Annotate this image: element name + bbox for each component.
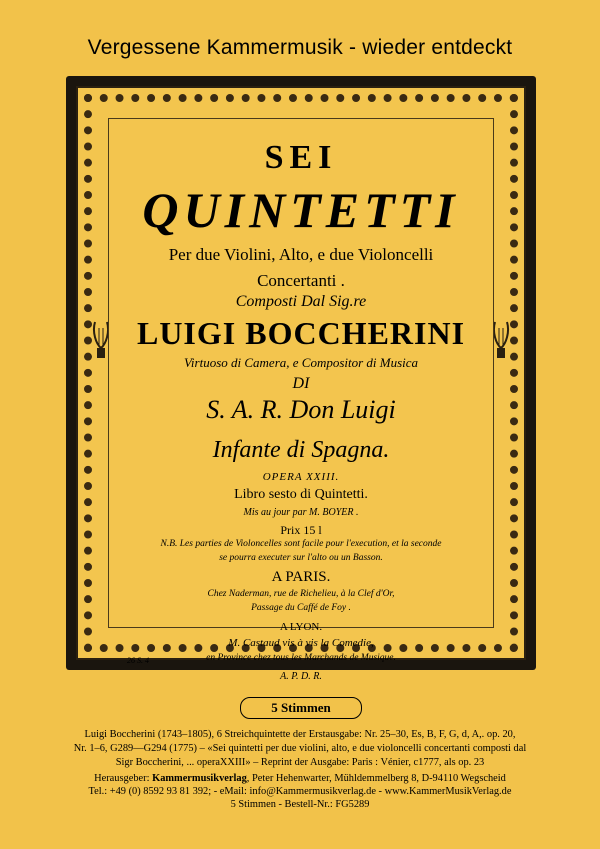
libro-line: Libro sesto di Quintetti. [234, 487, 368, 502]
patron-line: S. A. R. Don Luigi [206, 395, 396, 424]
a-lyon: A LYON. [279, 621, 323, 633]
di-line: DI [292, 375, 310, 392]
series-title: Vergessene Kammermusik - wieder entdeckt [87, 36, 513, 59]
publisher-contact: Tel.: +49 (0) 8592 93 81 392; - eMail: info@Kammermusikverlag.de - www.KammerMusikVerlag.de [88, 786, 512, 797]
privilege-line: A. P. D. R. [280, 671, 322, 682]
title-quintetti: QUINTETTI [142, 182, 460, 238]
opus-number: OPERA XXIII. [262, 471, 340, 483]
engraved-title-plate [108, 118, 494, 682]
description-line-2: Nr. 1–6, G289—G294 (1775) – «Sei quintetti per due violini, alto, e due violoncelli concertanti composti dal [73, 743, 527, 754]
composti-dal: Composti Dal Sig.re [235, 293, 367, 310]
description-line-3: Sigr Boccherini, ... operaXXIII» – Reprint der Ausgabe: Paris : Vénier, c1777, als op. 23 [115, 757, 485, 768]
nota-bene-1: N.B. Les parties de Violoncelles sont facile pour l'execution, et la seconde [160, 539, 442, 549]
description-line-1: Luigi Boccherini (1743–1805), 6 Streichquintette der Erstausgabe: Nr. 25–30, Es, B, F, G, d, A,. op. 20, [84, 729, 516, 740]
province-line: en Province chez tous les Marchands de Musique. [206, 653, 396, 663]
parts-badge: 5 Stimmen [240, 697, 362, 719]
plate-number: 26 S. 4 [127, 656, 149, 665]
composer-name: LUIGI BOCCHERINI [136, 315, 466, 351]
virtuoso-line: Virtuoso di Camera, e Compositor di Musica [183, 355, 419, 370]
title-sei: SEI [264, 139, 338, 176]
publisher-address: , Peter Hehenwarter, Mühldemmelberg 8, D-94110 Wegscheid [246, 773, 506, 784]
price: Prix 15 l [280, 523, 322, 537]
publisher-info [40, 772, 560, 811]
publisher-line [40, 772, 560, 785]
edition-description [40, 728, 560, 770]
order-number: 5 Stimmen - Bestell-Nr.: FG5289 [230, 799, 370, 810]
paris-address-2: Passage du Caffé de Foy . [251, 603, 351, 613]
concertanti: Concertanti . [257, 271, 345, 290]
paris-address-1: Chez Naderman, rue de Richelieu, à la Clef d'Or, [207, 589, 395, 599]
a-paris: A PARIS. [271, 569, 331, 585]
frame-inner [76, 86, 526, 682]
title-page-frame [66, 76, 536, 682]
mis-au-jour: Mis au jour par M. BOYER . [243, 507, 359, 518]
publisher-prefix: Herausgeber: [94, 773, 153, 784]
lyon-address: M. Castaud vis à vis la Comedie, [228, 637, 374, 649]
lyre-right-icon [492, 318, 510, 362]
infante-line: Infante di Spagna. [212, 437, 390, 463]
nota-bene-2: se pourra executer sur l'alto ou un Basson. [219, 553, 383, 563]
instrumentation: Per due Violini, Alto, e due Violoncelli [168, 245, 434, 264]
publisher-name: Kammermusikverlag [152, 773, 247, 784]
